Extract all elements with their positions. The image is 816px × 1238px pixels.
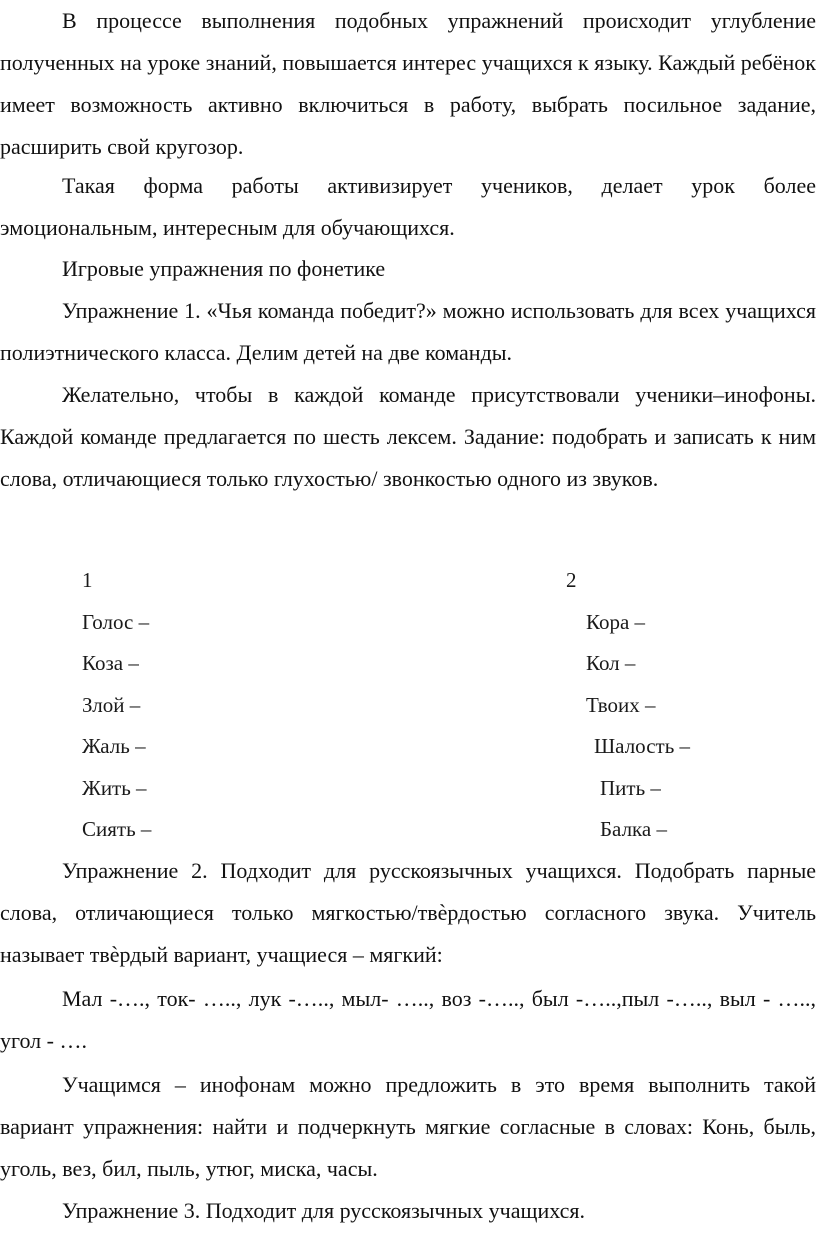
column-1-word: Коза – <box>82 651 139 675</box>
paragraph-exercise-2-variant: Учащимся – инофонам можно предложить в это время выполнить такой вариант упражнения: найти и подчеркнуть мягкие согласные в словах: Конь, быль, уголь, вез, бил, пыль, утюг, миска, часы. <box>0 1072 816 1181</box>
column-1-header: 1 <box>82 568 93 592</box>
column-2-word: Балка – <box>600 817 667 841</box>
column-2-header: 2 <box>566 568 577 592</box>
paragraph-1: В процессе выполнения подобных упражнений происходит углубление полученных на уроке знаний, повышается интерес учащихся к языку. Каждый ребёнок имеет возможность активно включиться в работу, выбрать посильное задание, расширить свой кругозор. <box>0 8 816 159</box>
paragraph-exercise-1-task: Желательно, чтобы в каждой команде присутствовали ученики–инофоны. Каждой команде предлагается по шесть лексем. Задание: подобрать и записать к ним слова, отличающиеся только глухостью/ звонкостью одного из звуков. <box>0 382 816 491</box>
column-1-word: Жаль – <box>82 734 146 758</box>
paragraph-exercise-2-words: Мал -…., ток- ….., лук -….., мыл- ….., воз -….., был -…..,пыл -….., выл - ….., угол - …. <box>0 986 816 1053</box>
column-2-word: Кол – <box>586 651 636 675</box>
column-1-word: Сиять – <box>82 817 152 841</box>
column-1-word: Жить – <box>82 775 147 800</box>
column-1-word: Голос – <box>82 609 150 634</box>
column-2-word: Шалость – <box>594 734 691 758</box>
word-column-1 <box>82 560 151 851</box>
column-2-word: Пить – <box>600 775 661 800</box>
column-2-word: Твоих – <box>586 692 656 717</box>
column-2-word: Кора – <box>586 609 646 634</box>
paragraph-exercise-1: Упражнение 1. «Чья команда победит?» можно использовать для всех учащихся полиэтнического класса. Делим детей на две команды. <box>0 298 816 365</box>
word-column-2 <box>566 560 690 851</box>
section-heading-phonetics: Игровые упражнения по фонетике <box>62 256 386 281</box>
paragraph-exercise-3: Упражнение 3. Подходит для русскоязычных учащихся. <box>62 1198 585 1223</box>
paragraph-2: Такая форма работы активизирует учеников, делает урок более эмоциональным, интересным для обучающихся. <box>0 173 816 240</box>
column-1-word: Злой – <box>82 692 141 717</box>
paragraph-exercise-2: Упражнение 2. Подходит для русскоязычных учащихся. Подобрать парные слова, отличающиеся только мягкостью/твѐрдостью согласного звука. Учитель называет твѐрдый вариант, учащиеся – мягкий: <box>0 858 816 967</box>
